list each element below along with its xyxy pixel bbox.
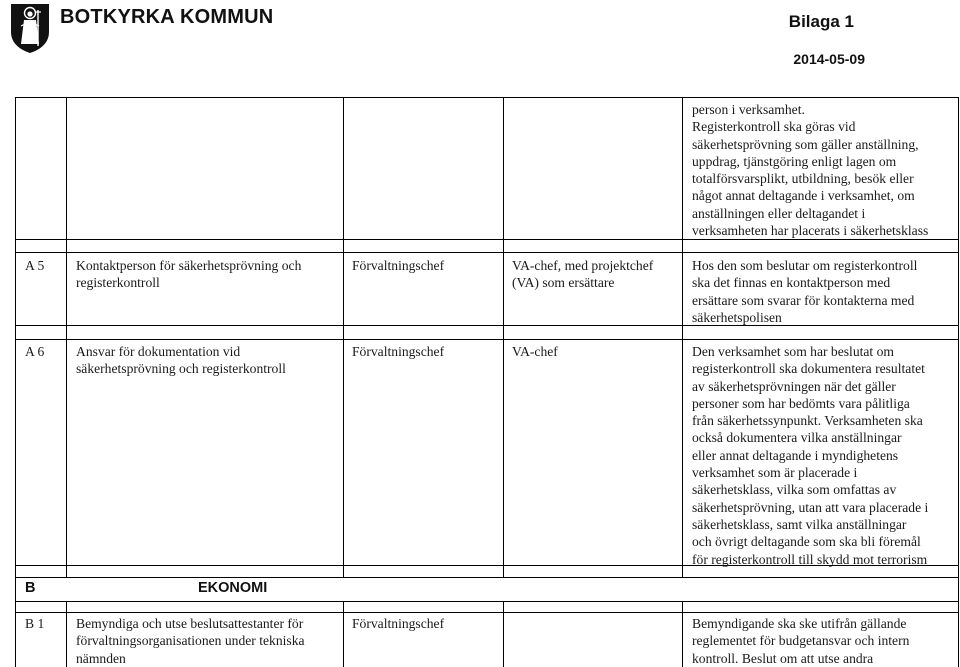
row-b1-delegate: Förvaltningschef	[352, 616, 445, 631]
row-b1-comment: Bemyndigande ska ske utifrån gällande reglementet för budgetansvar och intern kontroll. Beslut om att utse andra	[692, 616, 910, 666]
row-a6-comment: Den verksamhet som har beslutat om registerkontroll ska dokumentera resultatet av säkerhetsprövningen när det gäller personer som har bedömts vara pålitliga från säkerhetssynpunkt. Verksamheten ska också dokumentera vilka anställningar eller annat deltagande i myndighetens verksamhet som är placerade i säkerhetsklass, vilka som omfattas av säkerhetsprövning, utan att vara placerade i säkerhetsklass, samt vilka anställningar och övrigt deltagande som ska bli föremål för registerkontroll till skydd mot terrorism	[692, 344, 929, 567]
document-date: 2014-05-09	[793, 51, 865, 67]
row-a5-comment: Hos den som beslutar om registerkontroll ska det finnas en kontaktperson med ersättare som svarar för kontakterna med säkerhetspolisen	[692, 258, 918, 325]
row-a6-id: A 6	[25, 344, 45, 359]
row-b1-description: Bemyndiga och utse beslutsattestanter för förvaltningsorganisationen under tekniska nämnden	[76, 616, 305, 666]
row-a5-delegate: Förvaltningschef	[352, 258, 445, 273]
top-row-comment: person i verksamhet. Registerkontroll ska göras vid säkerhetsprövning som gäller anställning, uppdrag, tjänstgöring enligt lagen om totalförsvarsplikt, utbildning, besök eller något annat deltagande i verksamhet, om anställningen eller deltagandet i verksamheten har placerats i säkerhetsklass	[692, 102, 929, 239]
row-b1-id: B 1	[25, 616, 45, 631]
row-a5-deputy: VA-chef, med projektchef (VA) som ersättare	[512, 258, 654, 291]
row-a6-deputy: VA-chef	[512, 344, 558, 359]
row-a5-id: A 5	[25, 258, 45, 273]
row-a6-delegate: Förvaltningschef	[352, 344, 445, 359]
row-a6-description: Ansvar för dokumentation vid säkerhetsprövning och registerkontroll	[76, 344, 286, 377]
section-b-id: B	[25, 580, 36, 596]
row-a5-description: Kontaktperson för säkerhetsprövning och registerkontroll	[76, 258, 302, 291]
attachment-label: Bilaga 1	[788, 12, 854, 31]
section-b-title: EKONOMI	[198, 580, 268, 596]
organization-name: BOTKYRKA KOMMUN	[60, 6, 274, 28]
